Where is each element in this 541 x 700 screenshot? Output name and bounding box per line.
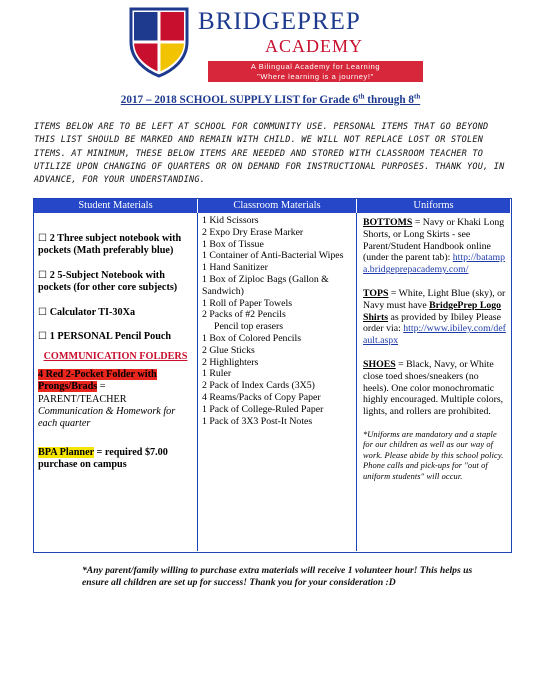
- title-middle: through 8: [364, 94, 414, 106]
- bpa-planner-text: = required $7.00 purchase on campus: [38, 446, 168, 471]
- bottoms-text: = Navy or Khaki Long Shorts, or Long Skirts - see Parent/Student Handbook online (under the parent tab):: [363, 217, 505, 264]
- student-item-text: 2 5-Subject Notebook with pockets (for other core subjects): [38, 269, 178, 294]
- classroom-item: Pencil top erasers: [214, 321, 284, 333]
- shoes-text: = Black, Navy, or White close toed shoes/sneakers (no heels). One color monochromatic highly encouraged. Multiple colors, lights, and rollers are prohibited.: [363, 358, 504, 418]
- classroom-item: 1 Hand Sanitizer: [202, 262, 268, 274]
- classroom-item: 4 Reams/Packs of Copy Paper: [202, 391, 321, 403]
- uniform-bottoms: [363, 217, 506, 276]
- brand-academy-text: ACADEMY: [264, 36, 363, 56]
- title-sup-2: th: [414, 92, 421, 101]
- student-item: [38, 233, 193, 258]
- classroom-item: 1 Box of Ziploc Bags (Gallon & Sandwich): [202, 273, 329, 297]
- uniforms-column: [357, 213, 510, 551]
- classroom-item: 1 Container of Anti-Bacterial Wipes: [202, 250, 344, 262]
- bottoms-handbook-link[interactable]: http://batampa.bridgeprepacademy.com/: [363, 252, 506, 276]
- page-title: [0, 94, 541, 106]
- uniform-policy-note: *Uniforms are mandatory and a staple for our children as well as our way of work. Please abide by this school policy. Phone calls and pick-ups for "out of uniform students" will occur.: [363, 429, 504, 481]
- student-materials-column: [34, 213, 198, 551]
- classroom-item: 1 Ruler: [202, 368, 232, 380]
- student-item: [38, 307, 193, 319]
- header-student-materials: Student Materials: [34, 199, 198, 213]
- brand-tagline-banner: [208, 61, 423, 82]
- classroom-item: 1 Pack of 3X3 Post-It Notes: [202, 415, 313, 427]
- classroom-item: 2 Glue Sticks: [202, 344, 255, 356]
- brand-name: [198, 8, 428, 36]
- student-item-text: 1 PERSONAL Pencil Pouch: [49, 331, 172, 343]
- checkbox-icon: ☐: [38, 269, 48, 281]
- checkbox-icon: ☐: [38, 306, 48, 318]
- header-uniforms: Uniforms: [357, 199, 510, 213]
- tagline-line-2: "Where learning is a journey!": [257, 72, 374, 81]
- intro-paragraph: ITEMS BELOW ARE TO BE LEFT AT SCHOOL FOR COMMUNITY USE. PERSONAL ITEMS THAT GO BEYOND THIS LIST SHOULD BE MARKED AND REMAIN WITH CHILD. WE WILL NOT REPLACE LOST OR STOLEN ITEMS. AT MINIMUM, THESE BELOW ITEMS ARE NEEDED AND STORED WITH CLASSROOM TEACHER TO UTILIZE UPON CHANGING OF QUARTERS OR ON DEMAND FOR INSTRUCTIONAL PURPOSES. THANK YOU, IN ADVANCE, FOR YOUR UNDERSTANDING.: [34, 122, 505, 186]
- brand-academy: [224, 36, 404, 57]
- checkbox-icon: ☐: [38, 331, 48, 343]
- tops-ibiley-link[interactable]: http://www.ibiley.com/default.aspx: [363, 323, 506, 347]
- tops-text: = White, Light Blue (sky), or Navy must have: [363, 287, 506, 311]
- bottoms-label: BOTTOMS: [363, 217, 413, 228]
- title-sup-1: th: [358, 92, 365, 101]
- student-item-text: Calculator TI-30Xa: [49, 306, 136, 318]
- classroom-item: 1 Pack of College-Ruled Paper: [202, 403, 324, 415]
- classroom-item: 2 Packs of #2 Pencils: [202, 309, 286, 321]
- supply-table: [33, 198, 512, 553]
- classroom-item: 1 Box of Tissue: [202, 238, 264, 250]
- school-logo: [128, 6, 428, 84]
- folder-highlight: 4 Red 2-Pocket Folder with Prongs/Brads: [38, 368, 157, 393]
- folder-requirement: [38, 369, 193, 394]
- uniform-shoes: [363, 359, 506, 418]
- tagline-line-1: A Bilingual Academy for Learning: [250, 62, 381, 71]
- tops-label: TOPS: [363, 287, 389, 299]
- folder-party: PARENT/TEACHER: [38, 393, 127, 405]
- shoes-label: SHOES: [363, 358, 396, 370]
- brand-name-text: BRIDGEPREP: [198, 8, 361, 35]
- communication-folders-heading: COMMUNICATION FOLDERS: [43, 351, 188, 363]
- tops-logo-shirts: BridgePrep Logo Shirts: [363, 299, 502, 323]
- tops-text-2: as provided by Ibiley Please order via:: [363, 311, 501, 335]
- bpa-planner-requirement: [38, 447, 193, 472]
- classroom-materials-column: [198, 213, 357, 551]
- uniform-tops: [363, 288, 506, 347]
- classroom-item: 1 Roll of Paper Towels: [202, 297, 293, 309]
- header-classroom-materials: Classroom Materials: [198, 199, 357, 213]
- bpa-planner-highlight: BPA Planner: [38, 446, 94, 458]
- checkbox-icon: ☐: [38, 233, 48, 244]
- classroom-item: 2 Highlighters: [202, 356, 259, 368]
- classroom-item: 1 Box of Colored Pencils: [202, 332, 302, 344]
- classroom-item: 2 Expo Dry Erase Marker: [202, 226, 304, 238]
- student-item: [38, 331, 193, 343]
- student-item: [38, 270, 193, 295]
- title-prefix: 2017 – 2018 SCHOOL SUPPLY LIST for Grade 6: [120, 94, 359, 106]
- student-item-text: 2 Three subject notebook with pockets (Math preferably blue): [38, 233, 182, 257]
- folder-description: Communication & Homework for each quarter: [38, 406, 176, 430]
- folder-eq: =: [97, 381, 106, 393]
- classroom-item: 2 Pack of Index Cards (3X5): [202, 380, 315, 392]
- volunteer-footer-note: *Any parent/family willing to purchase extra materials will receive 1 volunteer hour! This helps us ensure all children are set up for success! Thank you for your consideration :D: [82, 565, 473, 588]
- shield-crest-icon: [128, 6, 190, 78]
- table-header-row: [34, 199, 511, 213]
- classroom-item: 1 Kid Scissors: [202, 215, 259, 226]
